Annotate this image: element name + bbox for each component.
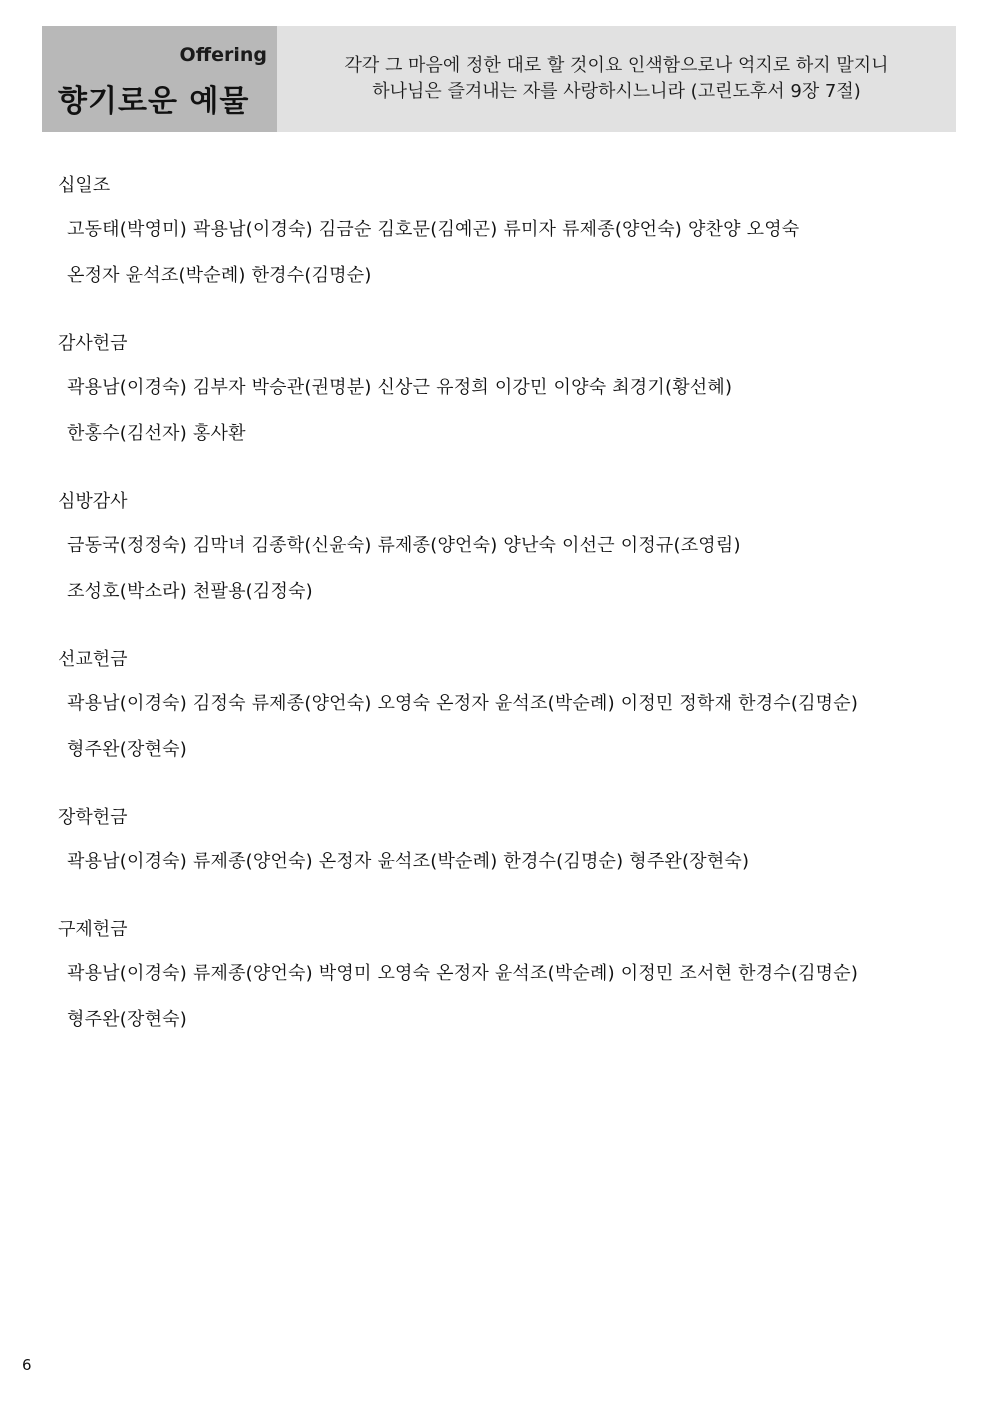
donor-names-line: 조성호(박소라) 천팔용(김정숙)	[67, 581, 313, 602]
section-title: 심방감사	[58, 491, 128, 512]
donor-names-line: 형주완(장현숙)	[67, 739, 187, 760]
offering-sections	[58, 172, 938, 1074]
section-mission	[58, 646, 938, 764]
donor-names-line: 온정자 윤석조(박순례) 한경수(김명순)	[67, 265, 372, 286]
offering-header	[42, 26, 956, 132]
header-subtitle: Offering	[179, 44, 267, 66]
donor-names-line: 곽용남(이경숙) 류제종(양언숙) 박영미 오영숙 온정자 윤석조(박순례) 이정민 조서현 한경수(김명순)	[67, 963, 859, 984]
verse-line-2: 하나님은 즐겨내는 자를 사랑하시느니라 (고린도후서 9장 7절)	[372, 81, 861, 102]
donor-names-line: 금동국(정정숙) 김막녀 김종학(신윤숙) 류제종(양언숙) 양난숙 이선근 이정규(조영림)	[67, 535, 741, 556]
section-title: 구제헌금	[58, 919, 128, 940]
donor-names-line: 곽용남(이경숙) 김정숙 류제종(양언숙) 오영숙 온정자 윤석조(박순례) 이정민 정학재 한경수(김명순)	[67, 693, 859, 714]
header-title-block	[42, 26, 277, 132]
donor-names-line: 곽용남(이경숙) 김부자 박승관(권명분) 신상근 유정희 이강민 이양숙 최경기(황선혜)	[67, 377, 733, 398]
section-title: 십일조	[58, 175, 111, 196]
donor-names-line: 고동태(박영미) 곽용남(이경숙) 김금순 김호문(김예곤) 류미자 류제종(양언숙) 양찬양 오영숙	[67, 219, 800, 240]
section-title: 선교헌금	[58, 649, 128, 670]
donor-names-line: 곽용남(이경숙) 류제종(양언숙) 온정자 윤석조(박순례) 한경수(김명순) 형주완(장현숙)	[67, 851, 750, 872]
verse-line-1: 각각 그 마음에 정한 대로 할 것이요 인색함으로나 억지로 하지 말지니	[344, 55, 889, 76]
page-number: 6	[22, 1356, 32, 1374]
section-title: 장학헌금	[58, 807, 128, 828]
section-scholarship	[58, 804, 938, 876]
section-tithe	[58, 172, 938, 290]
page-title: 향기로운 예물	[58, 84, 250, 119]
bible-verse-block	[277, 26, 956, 132]
section-visitation-thanks	[58, 488, 938, 606]
donor-names-line: 한홍수(김선자) 홍사환	[67, 423, 246, 444]
section-thanksgiving	[58, 330, 938, 448]
donor-names-line: 형주완(장현숙)	[67, 1009, 187, 1030]
section-title: 감사헌금	[58, 333, 128, 354]
section-relief	[58, 916, 938, 1034]
